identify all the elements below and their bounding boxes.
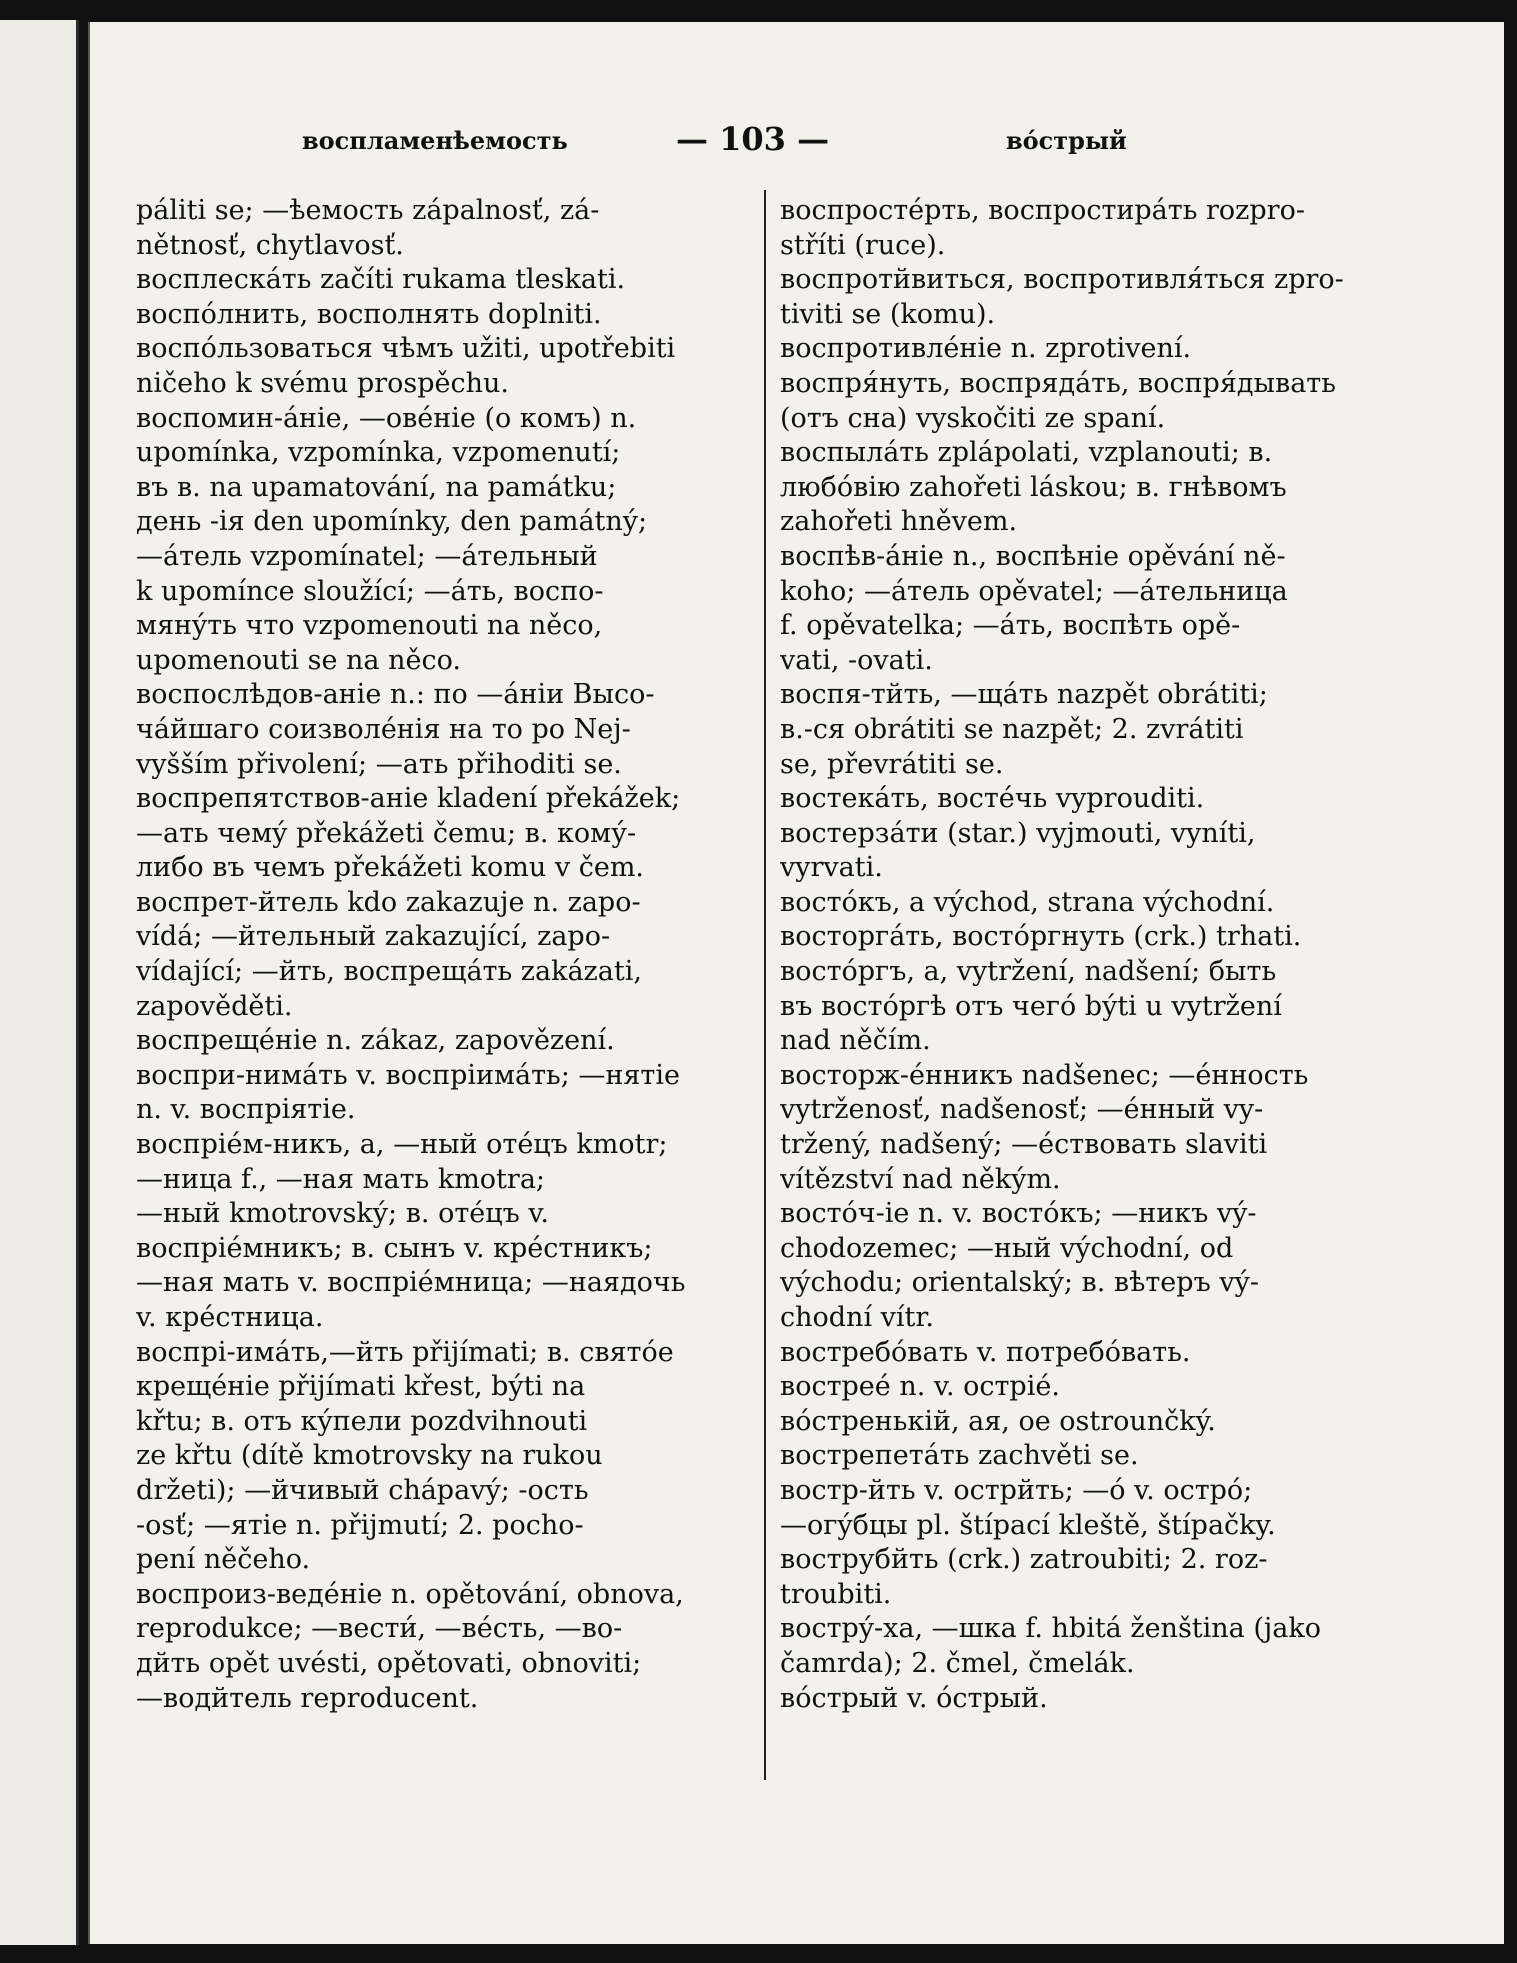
text-line: zahořeti hněvem. [780, 506, 1018, 538]
text-line: воспомин-áніе, —овéніе (о комъ) n. [136, 402, 637, 434]
right-column [780, 194, 1400, 1716]
text-line: stříti (ruce). [780, 229, 946, 261]
text-line: воспѣв-áніе n., воспѣніе opěvání ně- [780, 540, 1286, 572]
text-line: воспря́нуть, воспрядáть, воспря́дывать [780, 367, 1336, 399]
text-line: воспроиз-ведéніе n. opětování, obnova, [136, 1578, 684, 1610]
text-line: reprodukce; —вести́, —вéсть, —во- [136, 1613, 623, 1645]
page-header [90, 120, 1504, 170]
text-line: воспылáть zplápolati, vzplanouti; в. [780, 437, 1273, 469]
text-line: k upomínce sloužící; —áть, воспо- [136, 575, 604, 607]
text-line: vídá; —йтельный zakazující, zapo- [136, 921, 611, 953]
text-line: вострý-ха, —шка f. hbitá ženština (jako [780, 1613, 1321, 1645]
text-line: upomenouti se na něco. [136, 644, 461, 676]
text-line: въ востóргѣ отъ чегó býti u vytržení [780, 990, 1282, 1022]
text-line: —áтель vzpomínatel; —áтельный [136, 540, 598, 572]
text-line: vítězství nad někým. [780, 1163, 1061, 1195]
text-line: дйть opět uvésti, opětovati, obnoviti; [136, 1647, 642, 1679]
text-line: востребóвать v. потребóвать. [780, 1336, 1191, 1368]
text-line: воспрі-имáть,—йть přijímati; в. святóе [136, 1336, 674, 1368]
text-line: воспослѣдов-аніе n.: по —áніи Высо- [136, 679, 655, 711]
text-line: čamrda); 2. čmel, čmelák. [780, 1647, 1135, 1679]
text-line: nětnosť, chytlavosť. [136, 229, 404, 261]
text-line: любóвію zahořeti láskou; в. гнѣвомъ [780, 471, 1287, 503]
text-line: воспростéрть, воспростирáть rozpro- [780, 195, 1305, 226]
text-line: востр-йть v. острйть; —ó v. острó; [780, 1474, 1253, 1506]
text-line: —ница f., —ная мать kmotra; [136, 1163, 546, 1195]
text-line: вострепетáть zachvěti se. [780, 1440, 1139, 1472]
text-line: tržený, nadšený; —éствовать slaviti [780, 1129, 1268, 1161]
text-line: tiviti se (komu). [780, 298, 996, 330]
text-line: upomínka, vzpomínka, vzpomenutí; [136, 437, 621, 469]
text-line: (отъ сна) vyskočiti ze spaní. [780, 402, 1166, 434]
text-line: воспріéм-никъ, а, —ный отéцъ kmotr; [136, 1129, 668, 1161]
text-line: воспрет-йтель kdo zakazuje n. zapo- [136, 886, 641, 918]
text-line: воспóльзоваться чѣмъ užiti, upotřebiti [136, 333, 676, 365]
text-line: vyšším přivolení; —ать přihoditi se. [136, 748, 622, 780]
text-line: востерзáти (star.) vyjmouti, vyníti, [780, 817, 1256, 849]
text-line: воспріéмникъ; в. сынъ v. крéстникъ; [136, 1232, 653, 1264]
text-line: мянýть что vzpomenouti na něco, [136, 610, 603, 642]
text-line: —ная мать v. воспріéмница; —наядочь [136, 1267, 686, 1299]
text-line: vati, -ovati. [780, 644, 933, 676]
left-column [136, 194, 736, 1716]
text-line: páliti se; —ѣемость zápalnosť, zá- [136, 195, 600, 226]
text-line: востреé n. v. острié. [780, 1371, 1060, 1403]
text-line: ničeho k svému prospěchu. [136, 367, 510, 399]
text-line: восторж-éнникъ nadšenec; —éнность [780, 1059, 1309, 1091]
text-line: troubiti. [780, 1578, 892, 1610]
text-line: pení něčeho. [136, 1544, 311, 1576]
text-line: vyrvati. [780, 852, 883, 884]
text-line: восторгáть, востóргнуть (crk.) trhati. [780, 921, 1302, 953]
text-line: чáйшаго соизволéнія на то po Nej- [136, 713, 631, 745]
text-line: воспóлнить, восполнять doplniti. [136, 298, 602, 330]
text-line: chodní vítr. [780, 1302, 934, 1333]
text-line: vytrženosť, nadšenosť; —éнный vy- [780, 1094, 1264, 1126]
text-line: držeti); —йчивый chápavý; -ость [136, 1474, 589, 1506]
text-line: f. opěvatelka; —áть, воспѣть opě- [780, 610, 1241, 642]
text-line: востóкъ, а východ, strana východní. [780, 886, 1275, 918]
text-line: n. v. воспріятіе. [136, 1094, 356, 1126]
text-line: —ать чемý překážeti čemu; в. кому́- [136, 817, 637, 849]
page-number: — 103 — [676, 120, 830, 158]
header-left-catchword: воспламенѣемость [302, 126, 568, 155]
text-line: chodozemec; —ный východní, od [780, 1232, 1234, 1264]
text-line: ze křtu (dítě kmotrovsky na rukou [136, 1440, 603, 1472]
text-line: koho; —áтель opěvatel; —áтельница [780, 575, 1288, 607]
text-line: вóстрый v. óстрый. [780, 1682, 1048, 1714]
column-divider [764, 190, 766, 1780]
text-line: —водйтель reproducent. [136, 1682, 479, 1714]
text-line: —ный kmotrovský; в. отéцъ v. [136, 1198, 549, 1230]
text-line: v. крéстница. [136, 1302, 324, 1333]
text-line: -osť; —ятіе n. přijmutí; 2. pocho- [136, 1509, 584, 1541]
header-right-catchword: вóстрый [1006, 126, 1127, 155]
text-line: vídající; —йть, воспрещáть zakázati, [136, 956, 642, 988]
text-line: воспротйвиться, воспротивля́ться zpro- [780, 264, 1344, 296]
text-line: вóстренькій, ая, ое ostrounčký. [780, 1405, 1216, 1437]
text-line: воспри-нимáть v. воспріимáть; —нятіе [136, 1059, 680, 1091]
text-line: zapověděti. [136, 990, 293, 1022]
text-line: либо въ чемъ překážeti komu v čem. [136, 852, 645, 884]
text-line: в.-ся obrátiti se nazpět; 2. zvrátiti [780, 713, 1244, 745]
text-line: nad něčím. [780, 1025, 931, 1057]
dictionary-page [88, 22, 1504, 1944]
text-line: воспрещéніе n. zákaz, zapovězení. [136, 1025, 615, 1057]
text-line: křtu; в. отъ кýпели pozdvihnouti [136, 1405, 588, 1437]
text-line: востóч-іе n. v. востóкъ; —никъ vý- [780, 1198, 1257, 1230]
text-line: воспрепятствов-аніе kladení překážek; [136, 783, 681, 815]
text-line: воспя-тйть, —щáть nazpět obrátiti; [780, 679, 1268, 711]
text-line: вострубйть (crk.) zatroubiti; 2. roz- [780, 1544, 1268, 1576]
text-line: востекáть, востéчь vyprouditi. [780, 783, 1205, 815]
text-line: день -ія den upomínky, den památný; [136, 506, 648, 538]
text-line: востóргъ, а, vytržení, nadšení; быть [780, 956, 1277, 988]
text-line: se, převrátiti se. [780, 748, 1004, 780]
text-line: восплескáть začíti rukama tleskati. [136, 264, 626, 296]
text-line: východu; orientalský; в. вѣтеръ vý- [780, 1267, 1259, 1299]
text-line: воспротивлéніе n. zprotivení. [780, 333, 1192, 365]
previous-page-edge [0, 20, 79, 1945]
text-line: —огýбцы pl. štípací kleště, štípačky. [780, 1509, 1276, 1541]
text-line: крещéніе přijímati křest, býti na [136, 1371, 586, 1403]
text-line: въ в. na upamatování, na památku; [136, 471, 617, 503]
